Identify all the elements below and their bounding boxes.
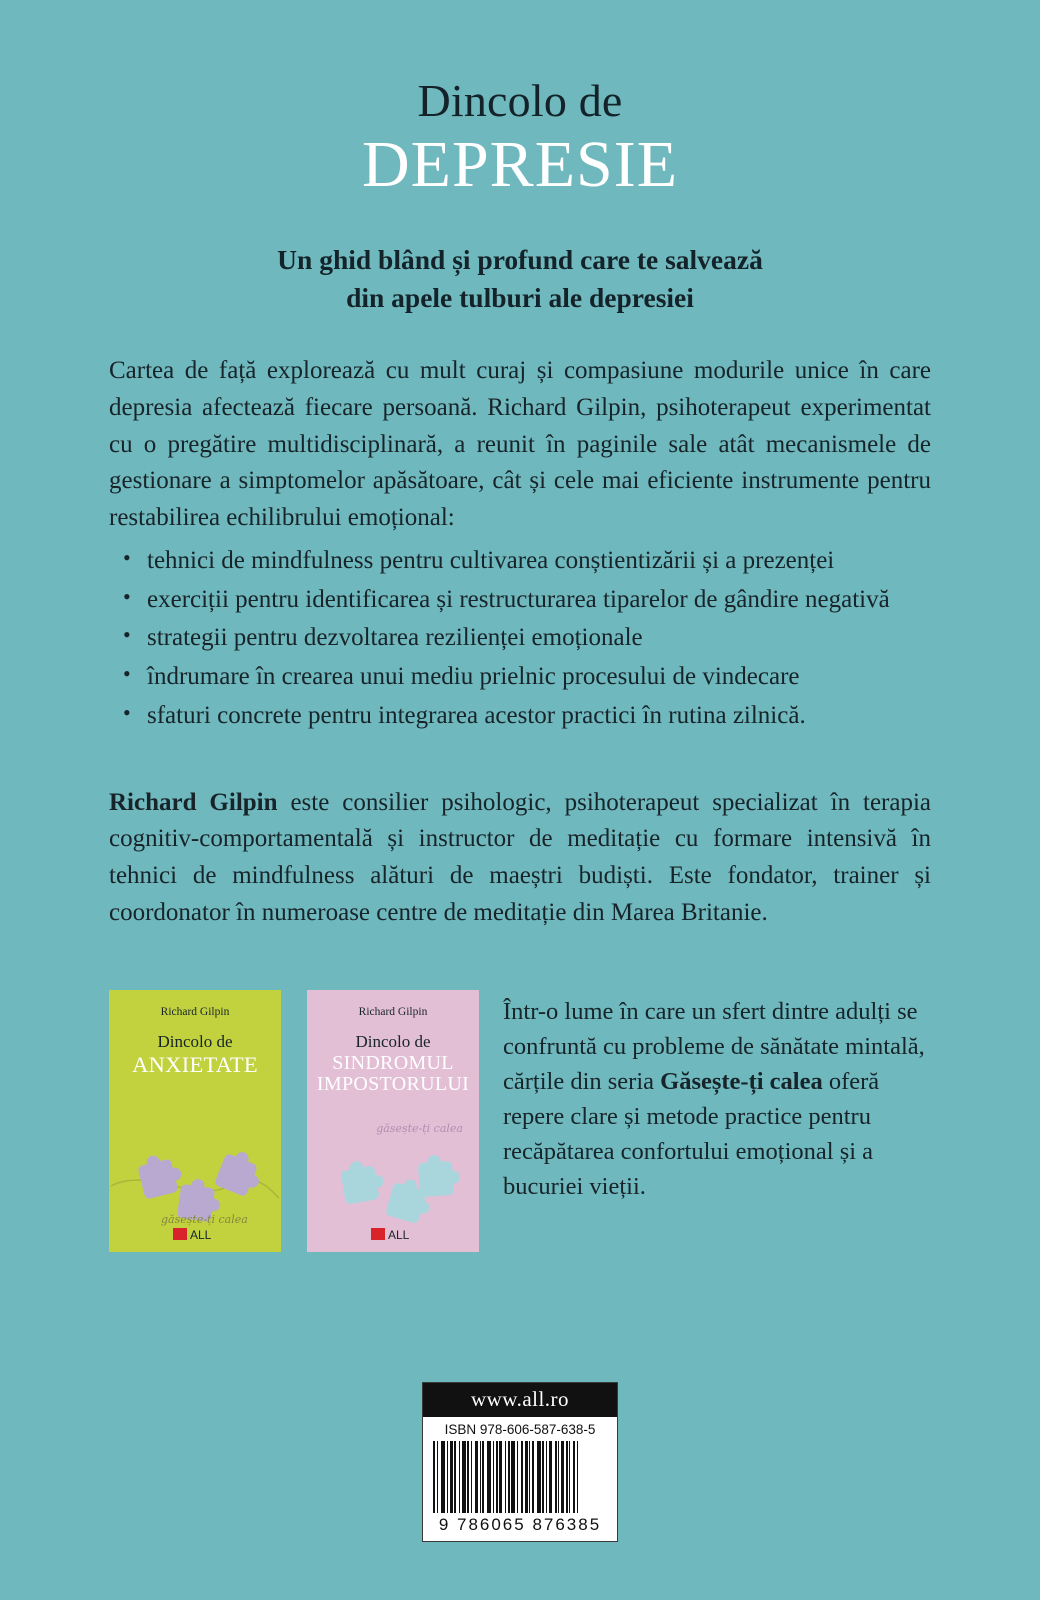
barcode-block <box>422 1382 618 1542</box>
puzzle-piece-icon <box>214 1153 258 1197</box>
feature-list <box>109 543 931 735</box>
main-content <box>109 353 931 932</box>
mini-title-main: SINDROMUL IMPOSTORULUI <box>316 1051 470 1095</box>
list-item: • sfaturi concrete pentru integrarea acestor practici în rutina zilnică. <box>109 698 931 735</box>
website-label[interactable]: www.all.ro <box>423 1383 617 1417</box>
mini-title-top: Dincolo de <box>355 1031 431 1051</box>
related-books <box>109 990 479 1252</box>
puzzle-piece-icon <box>418 1161 454 1197</box>
subtitle-line-1: Un ghid blând și profund care te salvează <box>277 244 763 276</box>
list-item: • strategii pentru dezvoltarea rezilienței emoționale <box>109 620 931 657</box>
series-name: Găsește-ți calea <box>660 1067 823 1095</box>
series-description <box>503 990 931 1204</box>
svg-text:ALL: ALL <box>388 1227 410 1242</box>
puzzle-piece-icon <box>340 1165 379 1204</box>
mini-series-script: găsește-ți calea <box>161 1212 248 1226</box>
series-section <box>109 990 931 1252</box>
author-bio <box>109 785 931 932</box>
title-block <box>0 0 1040 199</box>
list-item: • exerciții pentru identificarea și restructurarea tiparelor de gândire negativă <box>109 582 931 619</box>
isbn-label: ISBN 978-606-587-638-5 <box>444 1422 596 1437</box>
all-publisher-logo <box>371 1226 415 1242</box>
list-item: • tehnici de mindfulness pentru cultivarea conștientizării și a prezenței <box>109 543 931 580</box>
mini-series-script: găsește-ți calea <box>376 1121 463 1135</box>
footer <box>0 1382 1040 1542</box>
svg-text:ALL: ALL <box>190 1227 212 1242</box>
subtitle-line-2: din apele tulburi ale depresiei <box>346 282 694 314</box>
title-line-2: DEPRESIE <box>361 128 679 201</box>
blurb-paragraph: Cartea de față explorează cu mult curaj și compasiune modurile unice în care depresia afectează fiecare persoană. Richard Gilpin, psihoterapeut experimentat cu o pregătire multidisciplinară, a reunit în paginile sale atât mecanismele de gestionare a simptomelor apăsătoare, cât și cele mai eficiente instrumente pentru restabilirea echilibrului emoțional: <box>109 357 931 532</box>
mini-title-top: Dincolo de <box>157 1031 233 1051</box>
author-bio-text: este consilier psihologic, psihoterapeut specializat în terapia cognitiv-comportamentală și instructor de meditație cu formare intensivă în tehnici de mindfulness alături de maeștri budiști. Este fondator, trainer și coordonator în numeroase centre de meditație din Marea Britanie. <box>109 788 931 926</box>
author-name: Richard Gilpin <box>109 788 278 816</box>
mini-title-main: ANXIETATE <box>132 1051 258 1077</box>
mini-cover-anxietate[interactable] <box>109 990 281 1252</box>
all-publisher-logo <box>173 1226 217 1242</box>
mini-author: Richard Gilpin <box>358 1005 428 1018</box>
mini-author: Richard Gilpin <box>160 1005 230 1018</box>
title-line-1: Dincolo de <box>417 75 623 126</box>
barcode-digits: 9 786065 876385 <box>438 1515 602 1534</box>
mini-cover-sindromul-impostorului[interactable] <box>307 990 479 1252</box>
puzzle-piece-icon <box>137 1158 178 1199</box>
series-text-part-2: oferă repere clare și metode practice pentru recăpătarea confortului emoțional și a bucuriei vieții. <box>503 1067 880 1200</box>
barcode-bars <box>433 1441 607 1513</box>
series-text-part-1: Într-o lume în care un sfert dintre adulți se confruntă cu probleme de sănătate mintală, cărțile din seria <box>503 997 925 1095</box>
list-item: • îndrumare în crearea unui mediu prielnic procesului de vindecare <box>109 659 931 696</box>
subtitle <box>180 241 860 317</box>
